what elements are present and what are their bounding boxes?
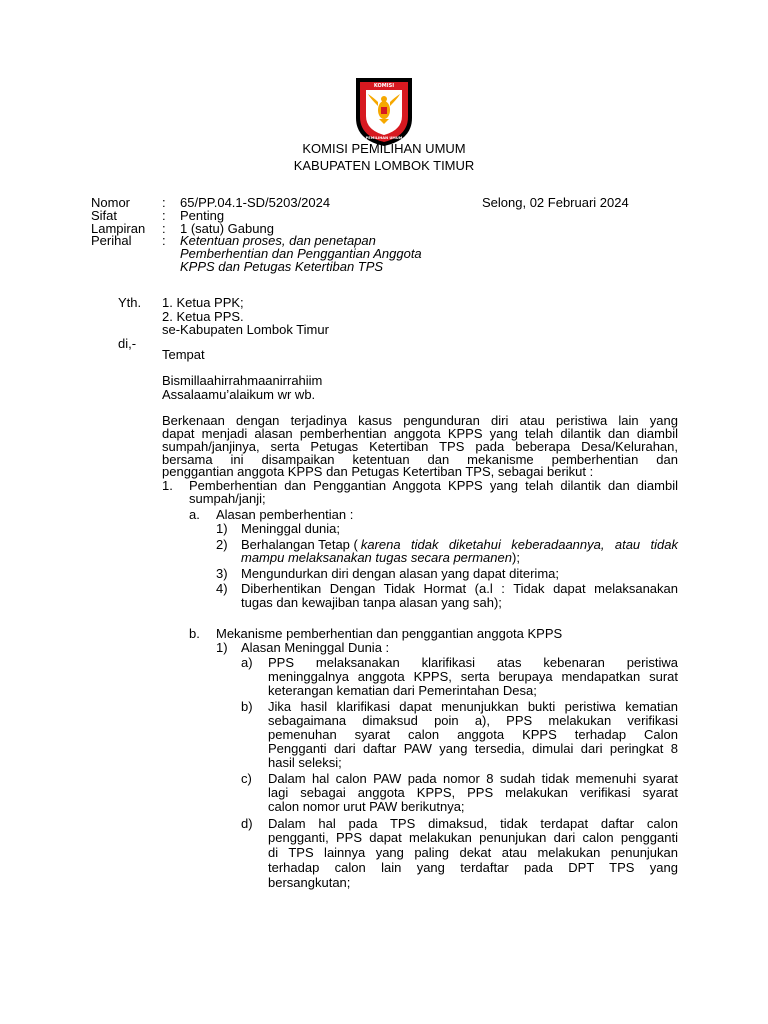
perihal-label: Perihal bbox=[91, 233, 132, 248]
reason-number: 4) bbox=[216, 581, 228, 596]
point-text: hasil seleksi; bbox=[268, 755, 342, 770]
lampiran-value: 1 (satu) Gabung bbox=[180, 221, 274, 236]
point-text: PPS melaksanakan klarifikasi atas kebenaran peristiwa bbox=[268, 655, 678, 670]
reason-number: 3) bbox=[216, 566, 228, 581]
reason-text: Meninggal dunia; bbox=[241, 521, 341, 536]
place-label: Tempat bbox=[162, 347, 205, 362]
point-text: Dalam hal calon PAW pada nomor 8 sudah tidak memenuhi syarat bbox=[268, 771, 678, 786]
nomor-label: Nomor bbox=[91, 195, 131, 210]
point-letter: d) bbox=[241, 816, 253, 831]
reason-number: 1) bbox=[216, 521, 228, 536]
point-text: di TPS lainnya yang paling dekat atau melakukan penunjukan bbox=[268, 845, 678, 860]
point-text: Dalam hal pada TPS dimaksud, tidak terdapat daftar calon bbox=[268, 816, 678, 831]
colon: : bbox=[162, 221, 166, 236]
agency-name: KOMISI PEMILIHAN UMUM bbox=[302, 141, 466, 156]
sifat-value: Penting bbox=[180, 208, 225, 223]
perihal-line: Ketentuan proses, dan penetapan bbox=[180, 233, 376, 248]
intro-line: sumpah/janjinya, serta Petugas Ketertiban TPS pada beberapa Desa/Kelurahan, bbox=[162, 439, 678, 454]
reason-text-italic: karena tidak diketahui keberadaannya, atau tidak bbox=[360, 537, 678, 552]
logo-text-top: KOMISI bbox=[373, 83, 395, 89]
sub-text: Alasan Meninggal Dunia : bbox=[241, 640, 390, 655]
sifat-label: Sifat bbox=[91, 208, 118, 223]
reason-text-suffix: ); bbox=[511, 550, 520, 565]
intro-line: Berkenaan dengan terjadinya kasus pengunduran diri atau peristiwa lain yang bbox=[162, 413, 678, 428]
point-text: Pengganti dari daftar PAW yang tersedia, dimulai dari peringkat 8 bbox=[268, 741, 678, 756]
perihal-line: KPPS dan Petugas Ketertiban TPS bbox=[180, 259, 384, 274]
item-number: 1. bbox=[162, 478, 173, 493]
colon: : bbox=[162, 208, 166, 223]
reason-number: 2) bbox=[216, 537, 228, 552]
sub-number: 1) bbox=[216, 640, 228, 655]
subitem-letter: a. bbox=[189, 507, 200, 522]
reason-text: tugas dan kewajiban tanpa alasan yang sah); bbox=[241, 595, 502, 610]
item-text: sumpah/janji; bbox=[189, 491, 266, 506]
subitem-text: Alasan pemberhentian : bbox=[216, 507, 354, 522]
intro-line: bersama ini disampaikan ketentuan dan mekanisme pemberhentian dan bbox=[162, 452, 678, 467]
point-text: pengganti, PPS dapat melakukan penunjukan dari calon pengganti bbox=[268, 830, 678, 845]
intro-line: dapat menjadi alasan pemberhentian anggota KPPS yang telah dilantik dan diambil bbox=[162, 426, 678, 441]
point-text: pemenuhan syarat calon anggota KPPS terhadap Calon bbox=[268, 727, 678, 742]
di-label: di,- bbox=[118, 336, 137, 351]
perihal-line: Pemberhentian dan Penggantian Anggota bbox=[180, 246, 422, 261]
point-text: bersangkutan; bbox=[268, 875, 351, 890]
point-text: meninggalnya anggota KPPS, serta berupaya mendapatkan surat bbox=[268, 669, 678, 684]
point-text: terhadap calon lain yang terdaftar pada DPT TPS yang bbox=[268, 860, 678, 875]
point-letter: c) bbox=[241, 771, 252, 786]
logo-text-bottom: PEMILIHAN UMUM bbox=[365, 136, 403, 140]
reason-text: Diberhentikan Dengan Tidak Hormat (a.l : Tidak dapat melaksanakan bbox=[241, 581, 678, 596]
reason-text-prefix: Berhalangan Tetap ( bbox=[241, 537, 358, 552]
reason-text: Mengundurkan diri dengan alasan yang dapat diterima; bbox=[241, 566, 559, 581]
point-text: lagi sebagai anggota KPPS, PPS melakukan verifikasi syarat bbox=[268, 785, 678, 800]
reason-text-cont bbox=[241, 551, 520, 564]
item-text: Pemberhentian dan Penggantian Anggota KPPS yang telah dilantik dan diambil bbox=[189, 478, 678, 493]
point-text: sebagaimana dimaksud poin a), PPS melakukan verifikasi bbox=[268, 713, 678, 728]
agency-region: KABUPATEN LOMBOK TIMUR bbox=[293, 158, 475, 173]
nomor-value: 65/PP.04.1-SD/5203/2024 bbox=[180, 195, 331, 210]
lampiran-label: Lampiran bbox=[91, 221, 146, 236]
subitem-text: Mekanisme pemberhentian dan penggantian anggota KPPS bbox=[216, 626, 563, 641]
recipient-region: se-Kabupaten Lombok Timur bbox=[162, 322, 329, 337]
opening-bismillah: Bismillaahirrahmaanirrahiim bbox=[162, 373, 323, 388]
kpu-logo bbox=[350, 72, 418, 148]
point-text: calon nomor urut PAW berikutnya; bbox=[268, 799, 465, 814]
point-text: Jika hasil klarifikasi dapat menunjukkan bukti peristiwa kematian bbox=[268, 699, 678, 714]
recipient: 2. Ketua PPS. bbox=[162, 309, 244, 324]
reason-text-italic: mampu melaksanakan tugas secara permanen bbox=[241, 550, 512, 565]
point-text: keterangan kematian dari Pemerintahan Desa; bbox=[268, 683, 537, 698]
place-date: Selong, 02 Februari 2024 bbox=[482, 195, 629, 210]
colon: : bbox=[162, 195, 166, 210]
subitem-letter: b. bbox=[189, 626, 200, 641]
colon: : bbox=[162, 233, 166, 248]
point-letter: a) bbox=[241, 655, 253, 670]
intro-line: penggantian anggota KPPS dan Petugas Ketertiban TPS, sebagai berikut : bbox=[162, 464, 594, 479]
point-letter: b) bbox=[241, 699, 253, 714]
opening-salam: Assalaamu’alaikum wr wb. bbox=[162, 387, 316, 402]
yth-label: Yth. bbox=[118, 295, 142, 310]
recipient: 1. Ketua PPK; bbox=[162, 295, 244, 310]
